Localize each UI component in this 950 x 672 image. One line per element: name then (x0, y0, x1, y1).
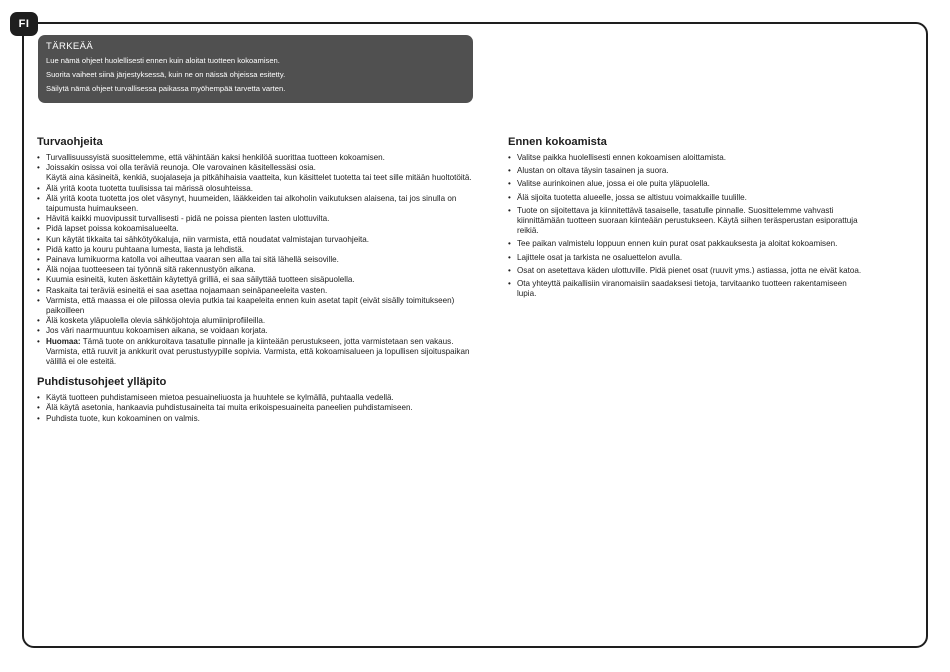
list-item: • Puhdista tuote, kun kokoaminen on valmis. (37, 414, 477, 424)
list-item-text: Käytä aina käsineitä, kenkiä, suojalaseja ja pitkähihaisia vaatteita, kun käsittelet tuotetta tai teet sille mitään huoltotöitä. (46, 173, 472, 183)
list-item: • Osat on asetettava käden ulottuville. Pidä pienet osat (ruuvit yms.) astiassa, jotta ne eivät katoa. (508, 266, 868, 276)
list-item: • Älä sijoita tuotetta alueelle, jossa se altistuu voimakkaille tuulille. (508, 193, 868, 203)
list-item: • Älä käytä asetonia, hankaavia puhdistusaineita tai muita erikoispesuaineita paneelien puhdistamiseen. (37, 403, 477, 413)
safety-list (37, 153, 477, 367)
list-item: • Hävitä kaikki muovipussit turvallisesti - pidä ne poissa pienten lasten ulottuvilta. (37, 214, 477, 224)
notice-line: Säilytä nämä ohjeet turvallisessa paikassa myöhempää tarvetta varten. (46, 84, 286, 93)
list-item: • Tuote on sijoitettava ja kiinnitettävä tasaiselle, tasatulle pinnalle. Suosittelemme vahvasti kiinnittämään tuotteen suoraan kiinteään perustukseen. Käytä siihen teräsperustan esiporattuja reikiä. (508, 206, 868, 237)
list-item: • Ota yhteyttä paikallisiin viranomaisiin saadaksesi tietoja, tarvitaanko tuotteen rakentamiseen lupia. (508, 279, 868, 299)
list-item: • Kun käytät tikkaita tai sähkötyökaluja, niin varmista, että noudatat valmistajan turvaohjeita. (37, 235, 477, 245)
notice-line: Suorita vaiheet siinä järjestyksessä, kuin ne on näissä ohjeissa esitetty. (46, 70, 286, 79)
notice-title: TÄRKEÄÄ (46, 41, 94, 52)
list-item: • Jos väri naarmuuntuu kokoamisen aikana, se voidaan korjata. (37, 326, 477, 336)
left-column (37, 135, 477, 424)
language-tab: FI (10, 12, 38, 36)
cleaning-list (37, 393, 477, 424)
safety-heading: Turvaohjeita (37, 136, 103, 148)
list-item: • Pidä katto ja kouru puhtaana lumesta, liasta ja lehdistä. (37, 245, 477, 255)
list-item: • Älä yritä koota tuotetta jos olet väsynyt, huumeiden, lääkkeiden tai alkoholin vaikutuksen alaisena, tai jos sinulla on taipumusta huimaukseen. (37, 194, 477, 214)
list-item: • Turvallisuussyistä suosittelemme, että vähintään kaksi henkilöä suorittaa tuotteen kokoamisen. (37, 153, 477, 163)
note-text: Tämä tuote on ankkuroitava tasatulle pinnalle ja kiinteään perustukseen, jotta varmistetaan sen vakaus. Varmista, että ruuvit ja ankkurit ovat perustustyypille sopivia. Varmista, että kokoamisalueen ja lopullisen sijoituspaikan välillä ei ole esteitä. (46, 336, 470, 367)
list-item: • Raskaita tai teräviä esineitä ei saa asettaa nojaamaan seinäpaneeleita vasten. (37, 286, 477, 296)
note-label: Huomaa: (46, 336, 81, 346)
list-item: • Pidä lapset poissa kokoamisalueelta. (37, 224, 477, 234)
list-item: • Älä yritä koota tuotetta tuulisissa tai märissä olosuhteissa. (37, 184, 477, 194)
list-item (37, 337, 477, 368)
list-item: • Käytä tuotteen puhdistamiseen mietoa pesuaineliuosta ja huuhtele se kylmällä, puhtaalla vedellä. (37, 393, 477, 403)
list-item: • Älä nojaa tuotteeseen tai työnnä sitä rakennustyön aikana. (37, 265, 477, 275)
list-item: • Valitse aurinkoinen alue, jossa ei ole puita yläpuolella. (508, 179, 868, 189)
list-item: • Varmista, että maassa ei ole piilossa olevia putkia tai kaapeleita ennen kuin asetat tapit (eivät sisälly toimitukseen) paikoilleen (37, 296, 477, 316)
list-item: • Valitse paikka huolellisesti ennen kokoamisen aloittamista. (508, 153, 868, 163)
list-item: • Lajittele osat ja tarkista ne osaluettelon avulla. (508, 253, 868, 263)
important-notice (38, 35, 473, 103)
notice-line: Lue nämä ohjeet huolellisesti ennen kuin aloitat tuotteen kokoamisen. (46, 56, 280, 65)
list-item-text: Joissakin osissa voi olla teräviä reunoja. Ole varovainen käsitellessäsi osia. (46, 163, 316, 173)
list-item (37, 163, 477, 183)
cleaning-heading: Puhdistusohjeet ylläpito (37, 376, 167, 389)
before-assembly-heading: Ennen kokoamista (508, 136, 607, 148)
list-item: • Alustan on oltava täysin tasainen ja suora. (508, 166, 868, 176)
list-item: • Kuumia esineitä, kuten äskettäin käytettyä grilliä, ei saa säilyttää tuotteen sisäpuolella. (37, 275, 477, 285)
list-item: • Painava lumikuorma katolla voi aiheuttaa vaaran sen alla tai sitä lähellä seisoville. (37, 255, 477, 265)
list-item: • Älä kosketa yläpuolella olevia sähköjohtoja alumiiniprofiileilla. (37, 316, 477, 326)
before-assembly-list (508, 153, 868, 299)
list-item: • Tee paikan valmistelu loppuun ennen kuin purat osat pakkauksesta ja aloitat kokoamisen. (508, 239, 868, 249)
right-column (508, 135, 868, 302)
